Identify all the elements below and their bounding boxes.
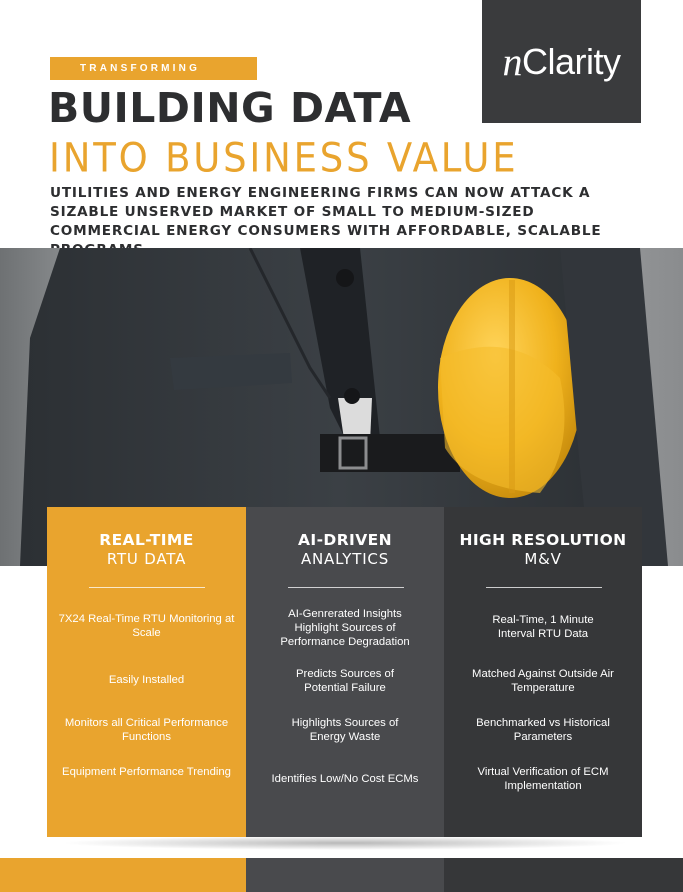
column-divider <box>89 587 205 588</box>
feature-item: Matched Against Outside Air Temperature <box>472 668 614 694</box>
feature-item: Equipment Performance Trending <box>62 766 231 778</box>
footer-bar-mid <box>246 858 444 892</box>
panel-shadow <box>60 836 630 850</box>
feature-item: Monitors all Critical Performance Functions <box>64 717 229 743</box>
logo-n: n <box>502 39 522 84</box>
column-divider <box>486 587 602 588</box>
column-subtitle: RTU DATA <box>106 550 187 568</box>
column-subtitle: M&V <box>524 550 562 568</box>
feature-column-mv <box>444 507 642 837</box>
feature-item: 7X24 Real-Time RTU Monitoring at Scale <box>58 613 235 639</box>
feature-item: Predicts Sources of Potential Failure <box>296 668 394 694</box>
feature-item: Easily Installed <box>108 674 185 686</box>
column-title: AI-DRIVEN <box>298 531 392 549</box>
column-divider <box>288 587 404 588</box>
subheadline: INTO BUSINESS VALUE <box>49 134 519 182</box>
logo-wordmark: Clarity <box>521 40 621 82</box>
column-subtitle: ANALYTICS <box>300 550 390 568</box>
footer-bar-dark <box>444 858 683 892</box>
feature-column-realtime <box>47 507 246 837</box>
headline: BUILDING DATA <box>48 84 412 132</box>
feature-item: Real-Time, 1 Minute Interval RTU Data <box>492 614 594 640</box>
feature-item: AI-Genrerated Insights Highlight Sources of Performance Degradation <box>280 608 410 648</box>
footer-bar-accent <box>0 858 246 892</box>
intro-text: UTILITIES AND ENERGY ENGINEERING FIRMS CAN NOW ATTACK A SIZABLE UNSERVED MARKET OF SMALL TO MEDIUM-SIZED COMMERCIAL ENERGY CONSUMERS WITH AFFORDABLE, SCALABLE <box>50 185 602 239</box>
feature-item: Virtual Verification of ECM Implementation <box>477 766 609 792</box>
feature-column-ai <box>246 507 444 837</box>
feature-item: Identifies Low/No Cost ECMs <box>271 773 419 785</box>
feature-item: Highlights Sources of Energy Waste <box>291 717 399 743</box>
column-title: REAL-TIME <box>99 531 194 549</box>
column-title: HIGH RESOLUTION <box>459 531 627 549</box>
feature-item: Benchmarked vs Historical Parameters <box>476 717 610 743</box>
nclarity-logo <box>482 0 641 123</box>
kicker-label: TRANSFORMING <box>50 57 257 80</box>
